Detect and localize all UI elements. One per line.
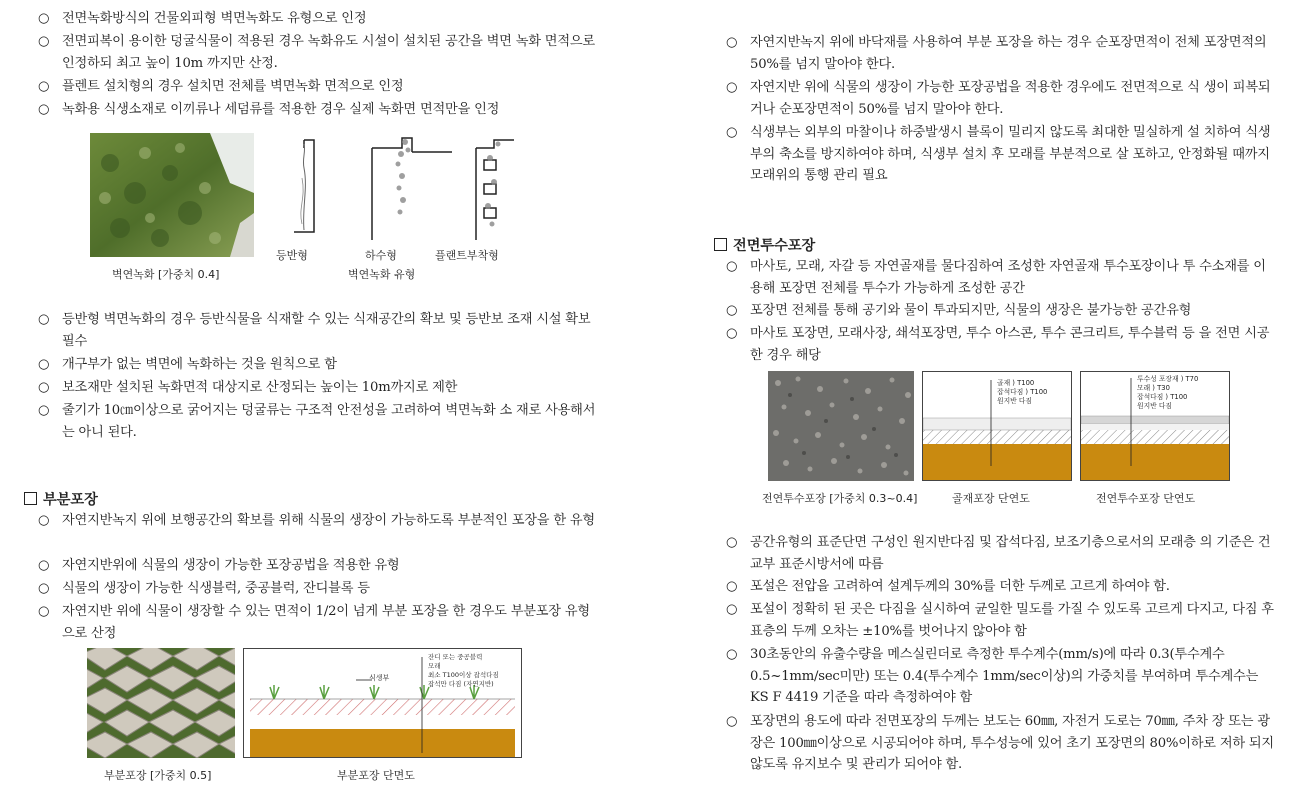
- heading-checkbox-icon: [714, 238, 727, 251]
- wall-types-svg: [262, 128, 522, 248]
- bullet-item: [726, 256, 1278, 299]
- bullet-text: 자연지반녹지 위에 바닥재를 사용하여 부분 포장을 하는 경우 순포장면적이 전체 포장면적의 50%를 넘지 말아야 한다.: [750, 35, 1267, 72]
- bullet-marker: ○: [38, 312, 50, 327]
- bullet-text: 자연지반녹지 위에 보행공간의 확보를 위해 식물의 생장이 가능하도록 부분적인 포장을 한 유형: [62, 513, 595, 528]
- permeable-photo-caption: 전연투수포장 [가중치 0.3~0.4]: [762, 492, 918, 505]
- wall-photo-caption: 벽연녹화 [가중치 0.4]: [112, 268, 220, 281]
- bullet-item: [726, 576, 1278, 598]
- legend-item: 최소 T100이상 잡석다짐: [428, 671, 499, 679]
- bullet-item: [38, 99, 598, 121]
- bullet-item: [38, 76, 598, 98]
- bullet-text: 포장면의 용도에 따라 전면포장의 두께는 보도는 60㎜, 자전거 도로는 70㎜, 주차 장 또는 광장은 100㎜이상으로 시공되어야 하며, 투수성능에 있어 초기 포장면의 80%이하로 저하 되지 않도록 유지보수 및 관리가 되어야 함.: [750, 714, 1274, 772]
- wall-greening-image: [90, 133, 254, 257]
- bullet-marker: ○: [726, 35, 738, 50]
- bullet-marker: ○: [726, 535, 738, 550]
- gravel-paving-section-diagram: [922, 371, 1072, 481]
- bullet-text: 자연지반위에 식물의 생장이 가능한 포장공법을 적용한 유형: [62, 558, 400, 573]
- partial-paving-photo: [87, 648, 235, 758]
- bullet-marker: ○: [726, 125, 738, 140]
- legend-item: 모래 ) T30: [1137, 384, 1170, 392]
- bullet-text: 식물의 생장이 가능한 식생블럭, 중공블럭, 잔디블록 등: [62, 581, 370, 596]
- bullet-text: 식생부는 외부의 마찰이나 하중발생시 블록이 밀리지 않도록 최대한 밀실하게 설 치하여 식생부의 축소를 방지하여야 하며, 식생부 설치 후 모래를 부분적으로 살 포하고, 안정화될 때까지 모래위의 통행 관리 필요: [750, 125, 1271, 183]
- bullet-marker: ○: [38, 11, 50, 26]
- bullet-item: [38, 510, 598, 532]
- bullet-marker: ○: [38, 558, 50, 573]
- bullet-marker: ○: [38, 581, 50, 596]
- bullet-marker: ○: [726, 647, 738, 662]
- bullet-marker: ○: [38, 513, 50, 528]
- bullet-item: [726, 300, 1278, 322]
- section-heading-full-permeable: [714, 235, 815, 255]
- bullet-marker: ○: [726, 259, 738, 274]
- section-heading-partial-paving: [24, 489, 98, 509]
- bullet-item: [38, 578, 598, 600]
- bullet-marker: ○: [726, 714, 738, 729]
- bullet-text: 마사토, 모래, 자갈 등 자연골재를 물다짐하여 조성한 자연골재 투수포장이나 투 수소재를 이용해 포장면 전체를 투수가 가능하게 조성한 공간: [750, 259, 1266, 296]
- bullet-marker: ○: [726, 80, 738, 95]
- gravel-section-legend: [997, 379, 1047, 406]
- partial-section-caption: 부분포장 단면도: [337, 769, 415, 782]
- bullet-item: [38, 377, 598, 399]
- section-title: 부분포장: [43, 492, 98, 508]
- bullet-text: 마사토 포장면, 모래사장, 쇄석포장면, 투수 아스콘, 투수 콘크리트, 투수블럭 등 을 전면 시공한 경우 해당: [750, 326, 1270, 363]
- wall-greening-photo: [90, 133, 254, 257]
- bullet-marker: ○: [38, 79, 50, 94]
- full-section-legend: [1137, 375, 1198, 411]
- bullet-text: 포설은 전압을 고려하여 설계두께의 30%를 더한 두께로 고르게 하여야 함.: [750, 579, 1170, 594]
- bullet-item: [726, 323, 1278, 366]
- bullet-marker: ○: [726, 326, 738, 341]
- bullet-item: [38, 8, 598, 30]
- gravel-image: [768, 371, 914, 481]
- bullet-marker: ○: [38, 403, 50, 418]
- bullet-item: [726, 711, 1278, 776]
- bullet-text: 자연지반 위에 식물의 생장이 가능한 포장공법을 적용한 경우에도 전면적으로 식 생이 피복되거나 순포장면적이 50%를 넘지 말아야 한다.: [750, 80, 1271, 117]
- bullet-item: [38, 309, 598, 352]
- bullet-marker: ○: [38, 34, 50, 49]
- full-section-caption: 전연투수포장 단연도: [1096, 492, 1196, 505]
- partial-photo-caption: 부분포장 [가중치 0.5]: [104, 769, 212, 782]
- bullet-marker: ○: [38, 380, 50, 395]
- legend-item: 잡석다짐 ) T100: [1137, 393, 1188, 401]
- climbing-type-drawing: [294, 140, 314, 232]
- bullet-marker: ○: [38, 604, 50, 619]
- legend-item: 잡석다짐 ) T100: [997, 388, 1048, 396]
- type-label-plant-attached: 플랜트부착형: [435, 249, 499, 262]
- bullet-text: 포설이 정확히 된 곳은 다짐을 실시하여 균일한 밀도를 가질 수 있도록 고르게 다지고, 다짐 후 표층의 두께 오차는 ±10%를 벗어나지 않아야 함: [750, 602, 1274, 639]
- type-label-climbing: 등반형: [276, 249, 308, 262]
- bullet-text: 전면피복이 용이한 덩굴식물이 적용된 경우 녹화유도 시설이 설치된 공간을 벽면 녹화 면적으로 인정하되 최고 높이 10m 까지만 산정.: [62, 34, 595, 71]
- type-label-hanging: 하수형: [365, 249, 397, 262]
- partial-section-legend: [428, 653, 499, 689]
- permeable-paving-photo: [768, 371, 914, 481]
- legend-item: 원지반 다짐: [1137, 402, 1172, 410]
- bullet-text: 개구부가 없는 벽면에 녹화하는 것을 원칙으로 함: [62, 357, 337, 372]
- bullet-item: [726, 599, 1278, 642]
- bullet-text: 30초동안의 유출수량을 메스실린더로 측정한 투수계수(mm/s)에 따라 0.3(투수계수 0.5~1mm/sec미만) 또는 0.4(투수계수 1mm/sec이상)의 가중치를 부여하며 투수계수는 KS F 4419 기준을 따라 측정하여야 함: [750, 647, 1259, 705]
- wall-greening-types-diagram: [262, 128, 522, 248]
- bullet-item: [726, 532, 1278, 575]
- bullet-item: [726, 32, 1278, 75]
- bullet-item: [38, 31, 598, 74]
- bullet-item: [38, 601, 598, 644]
- bullet-item: [726, 77, 1278, 120]
- section-title: 전면투수포장: [733, 238, 816, 254]
- bullet-text: 보조재만 설치된 녹화면적 대상지로 산정되는 높이는 10m까지로 제한: [62, 380, 458, 395]
- bullet-text: 자연지반 위에 식물이 생장할 수 있는 면적이 1/2이 넘게 부분 포장을 한 경우도 부분포장 유형으로 산정: [62, 604, 590, 641]
- hanging-type-drawing: [372, 138, 452, 240]
- bullet-marker: ○: [726, 579, 738, 594]
- legend-item: 잡석만 다짐 (자연지반): [428, 680, 494, 688]
- wall-types-caption: 벽연녹화 유형: [348, 268, 416, 281]
- bullet-marker: ○: [726, 303, 738, 318]
- bullet-text: 포장면 전체를 통해 공기와 물이 투과되지만, 식물의 생장은 불가능한 공간유형: [750, 303, 1192, 318]
- plant-attached-type-drawing: [476, 140, 514, 240]
- bullet-item: [38, 400, 598, 443]
- legend-item: 투수성 포장재 ) T70: [1137, 375, 1199, 383]
- partial-paving-image: [87, 648, 235, 758]
- bullet-item: [726, 644, 1278, 709]
- legend-item: 모래: [428, 662, 441, 670]
- bullet-marker: ○: [726, 602, 738, 617]
- bullet-item: [38, 354, 598, 376]
- bullet-item: [726, 122, 1278, 187]
- gravel-section-caption: 골재포장 단연도: [952, 492, 1030, 505]
- bullet-text: 녹화용 식생소재로 이끼류나 세덤류를 적용한 경우 실제 녹화면 면적만을 인정: [62, 102, 500, 117]
- partial-paving-section-diagram: [243, 648, 522, 758]
- legend-item: 잔디 또는 중공블력: [428, 653, 483, 661]
- bullet-text: 플렌트 설치형의 경우 설치면 전체를 벽면녹화 면적으로 인정: [62, 79, 404, 94]
- heading-checkbox-icon: [24, 492, 37, 505]
- bullet-item: [38, 555, 598, 577]
- bullet-marker: ○: [38, 102, 50, 117]
- bullet-text: 줄기가 10㎝이상으로 굵어지는 덩굴류는 구조적 안전성을 고려하여 벽면녹화 소 재로 사용해서는 아니 된다.: [62, 403, 596, 440]
- bullet-marker: ○: [38, 357, 50, 372]
- full-permeable-section-diagram: [1080, 371, 1230, 481]
- bullet-text: 전면녹화방식의 건물외피형 벽면녹화도 유형으로 인정: [62, 11, 367, 26]
- legend-item: 골재 ) T100: [997, 379, 1035, 387]
- plant-part-label: 식생부: [369, 674, 390, 682]
- bullet-text: 공간유형의 표준단면 구성인 원지반다짐 및 잡석다짐, 보조기층으로서의 모래층 의 기준은 건교부 표준시방서에 따름: [750, 535, 1271, 572]
- bullet-text: 등반형 벽면녹화의 경우 등반식물을 식재할 수 있는 식재공간의 확보 및 등반보 조재 시설 확보 필수: [62, 312, 591, 349]
- legend-item: 원지반 다짐: [997, 397, 1032, 405]
